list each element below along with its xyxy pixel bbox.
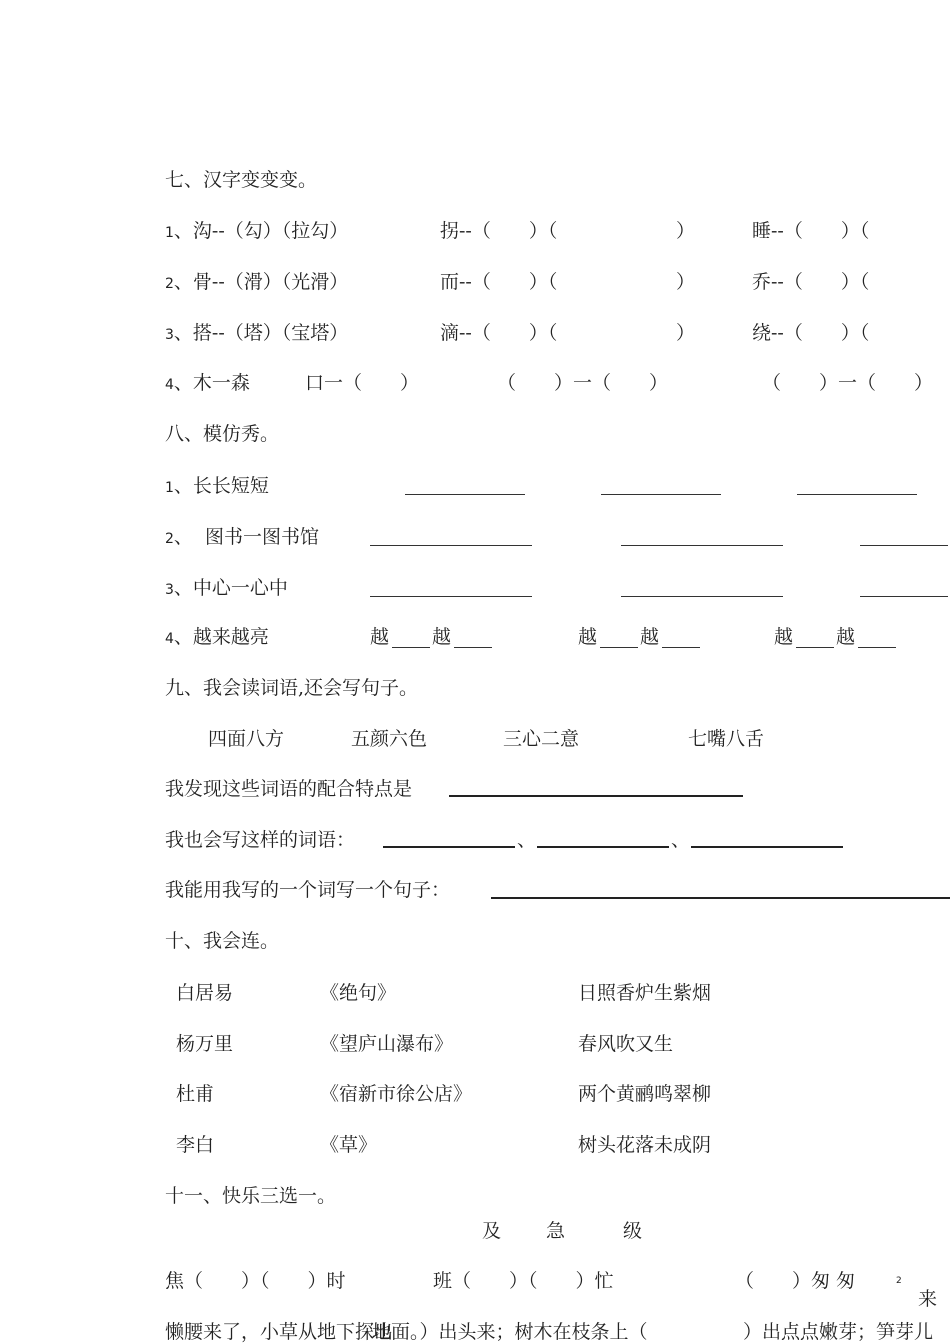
word-1: 四面八方 <box>208 728 285 750</box>
item-text: 、 图书一图书馆 <box>173 526 320 548</box>
page-number: 2 <box>896 1276 902 1286</box>
item-text: 、长长短短 <box>173 475 269 497</box>
word-3: 三心二意 <box>503 728 580 750</box>
paragraph-line-a2: 地面。）出头来；树木在枝条上（ <box>372 1321 648 1343</box>
text-fragment: 来 <box>918 1288 938 1310</box>
question-write-words: 我也会写这样的词语： <box>165 829 356 851</box>
item-7-3-b: 滴--（ ）（ <box>440 322 558 344</box>
item-text: 、骨--（滑）（光滑） <box>173 271 349 293</box>
answer-blank[interactable] <box>454 647 492 648</box>
answer-blank[interactable] <box>491 897 950 899</box>
yue-char: 越 <box>578 626 598 648</box>
poem-line[interactable]: 两个黄鹂鸣翠柳 <box>578 1083 712 1105</box>
item-number: 2 <box>165 276 174 292</box>
poem-title[interactable]: 《草》 <box>320 1134 378 1156</box>
separator: 、 <box>517 829 537 851</box>
section-10-title: 十、我会连。 <box>165 930 280 952</box>
yue-char: 越 <box>774 626 794 648</box>
item-number: 1 <box>165 480 174 496</box>
answer-blank[interactable] <box>383 846 515 848</box>
paragraph-line-a: 懒腰来了，小草从地下探出 <box>165 1321 394 1343</box>
yue-char: 越 <box>432 626 452 648</box>
answer-blank[interactable] <box>797 494 917 495</box>
yue-char: 越 <box>370 626 390 648</box>
item-text: 、沟--（勾）（拉勾） <box>173 220 349 242</box>
item-7-4 <box>165 374 250 393</box>
item-7-3-c: 绕--（ ）（ <box>752 322 870 344</box>
item-7-3-b-close: ） <box>676 322 696 344</box>
item-text: 、中心一心中 <box>173 577 288 599</box>
poet-name[interactable]: 李白 <box>176 1134 215 1156</box>
item-text: 、越来越亮 <box>173 626 269 648</box>
item-8-1 <box>165 477 269 496</box>
answer-blank[interactable] <box>370 545 532 546</box>
item-7-2-c: 乔--（ ）（ <box>752 271 870 293</box>
item-7-2-b: 而--（ ）（ <box>440 271 558 293</box>
item-number: 3 <box>165 327 174 343</box>
section-11-title: 十一、快乐三选一。 <box>165 1185 337 1207</box>
item-text: 、木一森 <box>173 372 250 394</box>
choice-char: 及 <box>482 1220 502 1242</box>
word-4: 七嘴八舌 <box>688 728 765 750</box>
item-7-1-b: 拐--（ ）（ <box>440 220 558 242</box>
item-number: 1 <box>165 225 174 241</box>
yue-char: 越 <box>640 626 660 648</box>
poem-line[interactable]: 树头花落未成阴 <box>578 1134 712 1156</box>
choice-char: 级 <box>623 1220 643 1242</box>
section-8-title: 八、模仿秀。 <box>165 423 280 445</box>
item-7-1 <box>165 222 348 241</box>
separator: 、 <box>671 829 691 851</box>
poem-title[interactable]: 《宿新市徐公店》 <box>320 1083 473 1105</box>
answer-blank[interactable] <box>796 647 834 648</box>
poet-name[interactable]: 白居易 <box>176 982 234 1004</box>
word-2: 五颜六色 <box>351 728 428 750</box>
item-number: 3 <box>165 582 174 598</box>
answer-blank[interactable] <box>600 647 638 648</box>
answer-blank[interactable] <box>370 596 532 597</box>
poem-title[interactable]: 《望庐山瀑布》 <box>320 1033 454 1055</box>
item-8-4 <box>165 628 269 647</box>
answer-blank[interactable] <box>392 647 430 648</box>
poem-line[interactable]: 日照香炉生紫烟 <box>578 982 712 1004</box>
item-7-2-b-close: ） <box>676 271 696 293</box>
item-7-1-c: 睡--（ ）（ <box>752 220 870 242</box>
item-7-4-b: 口一（ ） <box>305 372 420 394</box>
choice-char: 急 <box>546 1220 566 1242</box>
answer-blank[interactable] <box>405 494 525 495</box>
fill-1c: （ ）匆 匆 <box>735 1270 856 1292</box>
item-8-3 <box>165 579 288 598</box>
item-number: 2 <box>165 531 174 547</box>
fill-1b: 班（ ）（ ）忙 <box>433 1270 614 1292</box>
answer-blank[interactable] <box>537 846 669 848</box>
item-number: 4 <box>165 631 174 647</box>
item-7-1-b-close: ） <box>676 220 696 242</box>
answer-blank[interactable] <box>601 494 721 495</box>
poet-name[interactable]: 杨万里 <box>176 1033 234 1055</box>
item-7-4-c: （ ）一（ ） <box>497 372 669 394</box>
item-number: 4 <box>165 377 174 393</box>
poem-line[interactable]: 春风吹又生 <box>578 1033 674 1055</box>
section-7-title: 七、汉字变变变。 <box>165 169 318 191</box>
item-7-4-d: （ ）一（ ） <box>762 372 934 394</box>
item-7-3 <box>165 324 348 343</box>
question-sentence: 我能用我写的一个词写一个句子： <box>165 879 451 901</box>
answer-blank[interactable] <box>449 795 743 797</box>
item-8-2 <box>165 528 319 547</box>
answer-blank[interactable] <box>860 545 948 546</box>
answer-blank[interactable] <box>662 647 700 648</box>
answer-blank[interactable] <box>621 545 783 546</box>
fill-1a: 焦（ ）（ ）时 <box>165 1270 346 1292</box>
answer-blank[interactable] <box>691 846 843 848</box>
answer-blank[interactable] <box>621 596 783 597</box>
poet-name[interactable]: 杜甫 <box>176 1083 215 1105</box>
question-pattern: 我发现这些词语的配合特点是 <box>165 778 413 800</box>
answer-blank[interactable] <box>858 647 896 648</box>
item-text: 、搭--（塔）（宝塔） <box>173 322 349 344</box>
yue-char: 越 <box>836 626 856 648</box>
poem-title[interactable]: 《绝句》 <box>320 982 397 1004</box>
answer-blank[interactable] <box>860 596 948 597</box>
item-7-2 <box>165 273 348 292</box>
paragraph-line-b: ）出点点嫩芽；笋芽儿 <box>743 1321 934 1343</box>
section-9-title: 九、我会读词语,还会写句子。 <box>165 677 419 699</box>
